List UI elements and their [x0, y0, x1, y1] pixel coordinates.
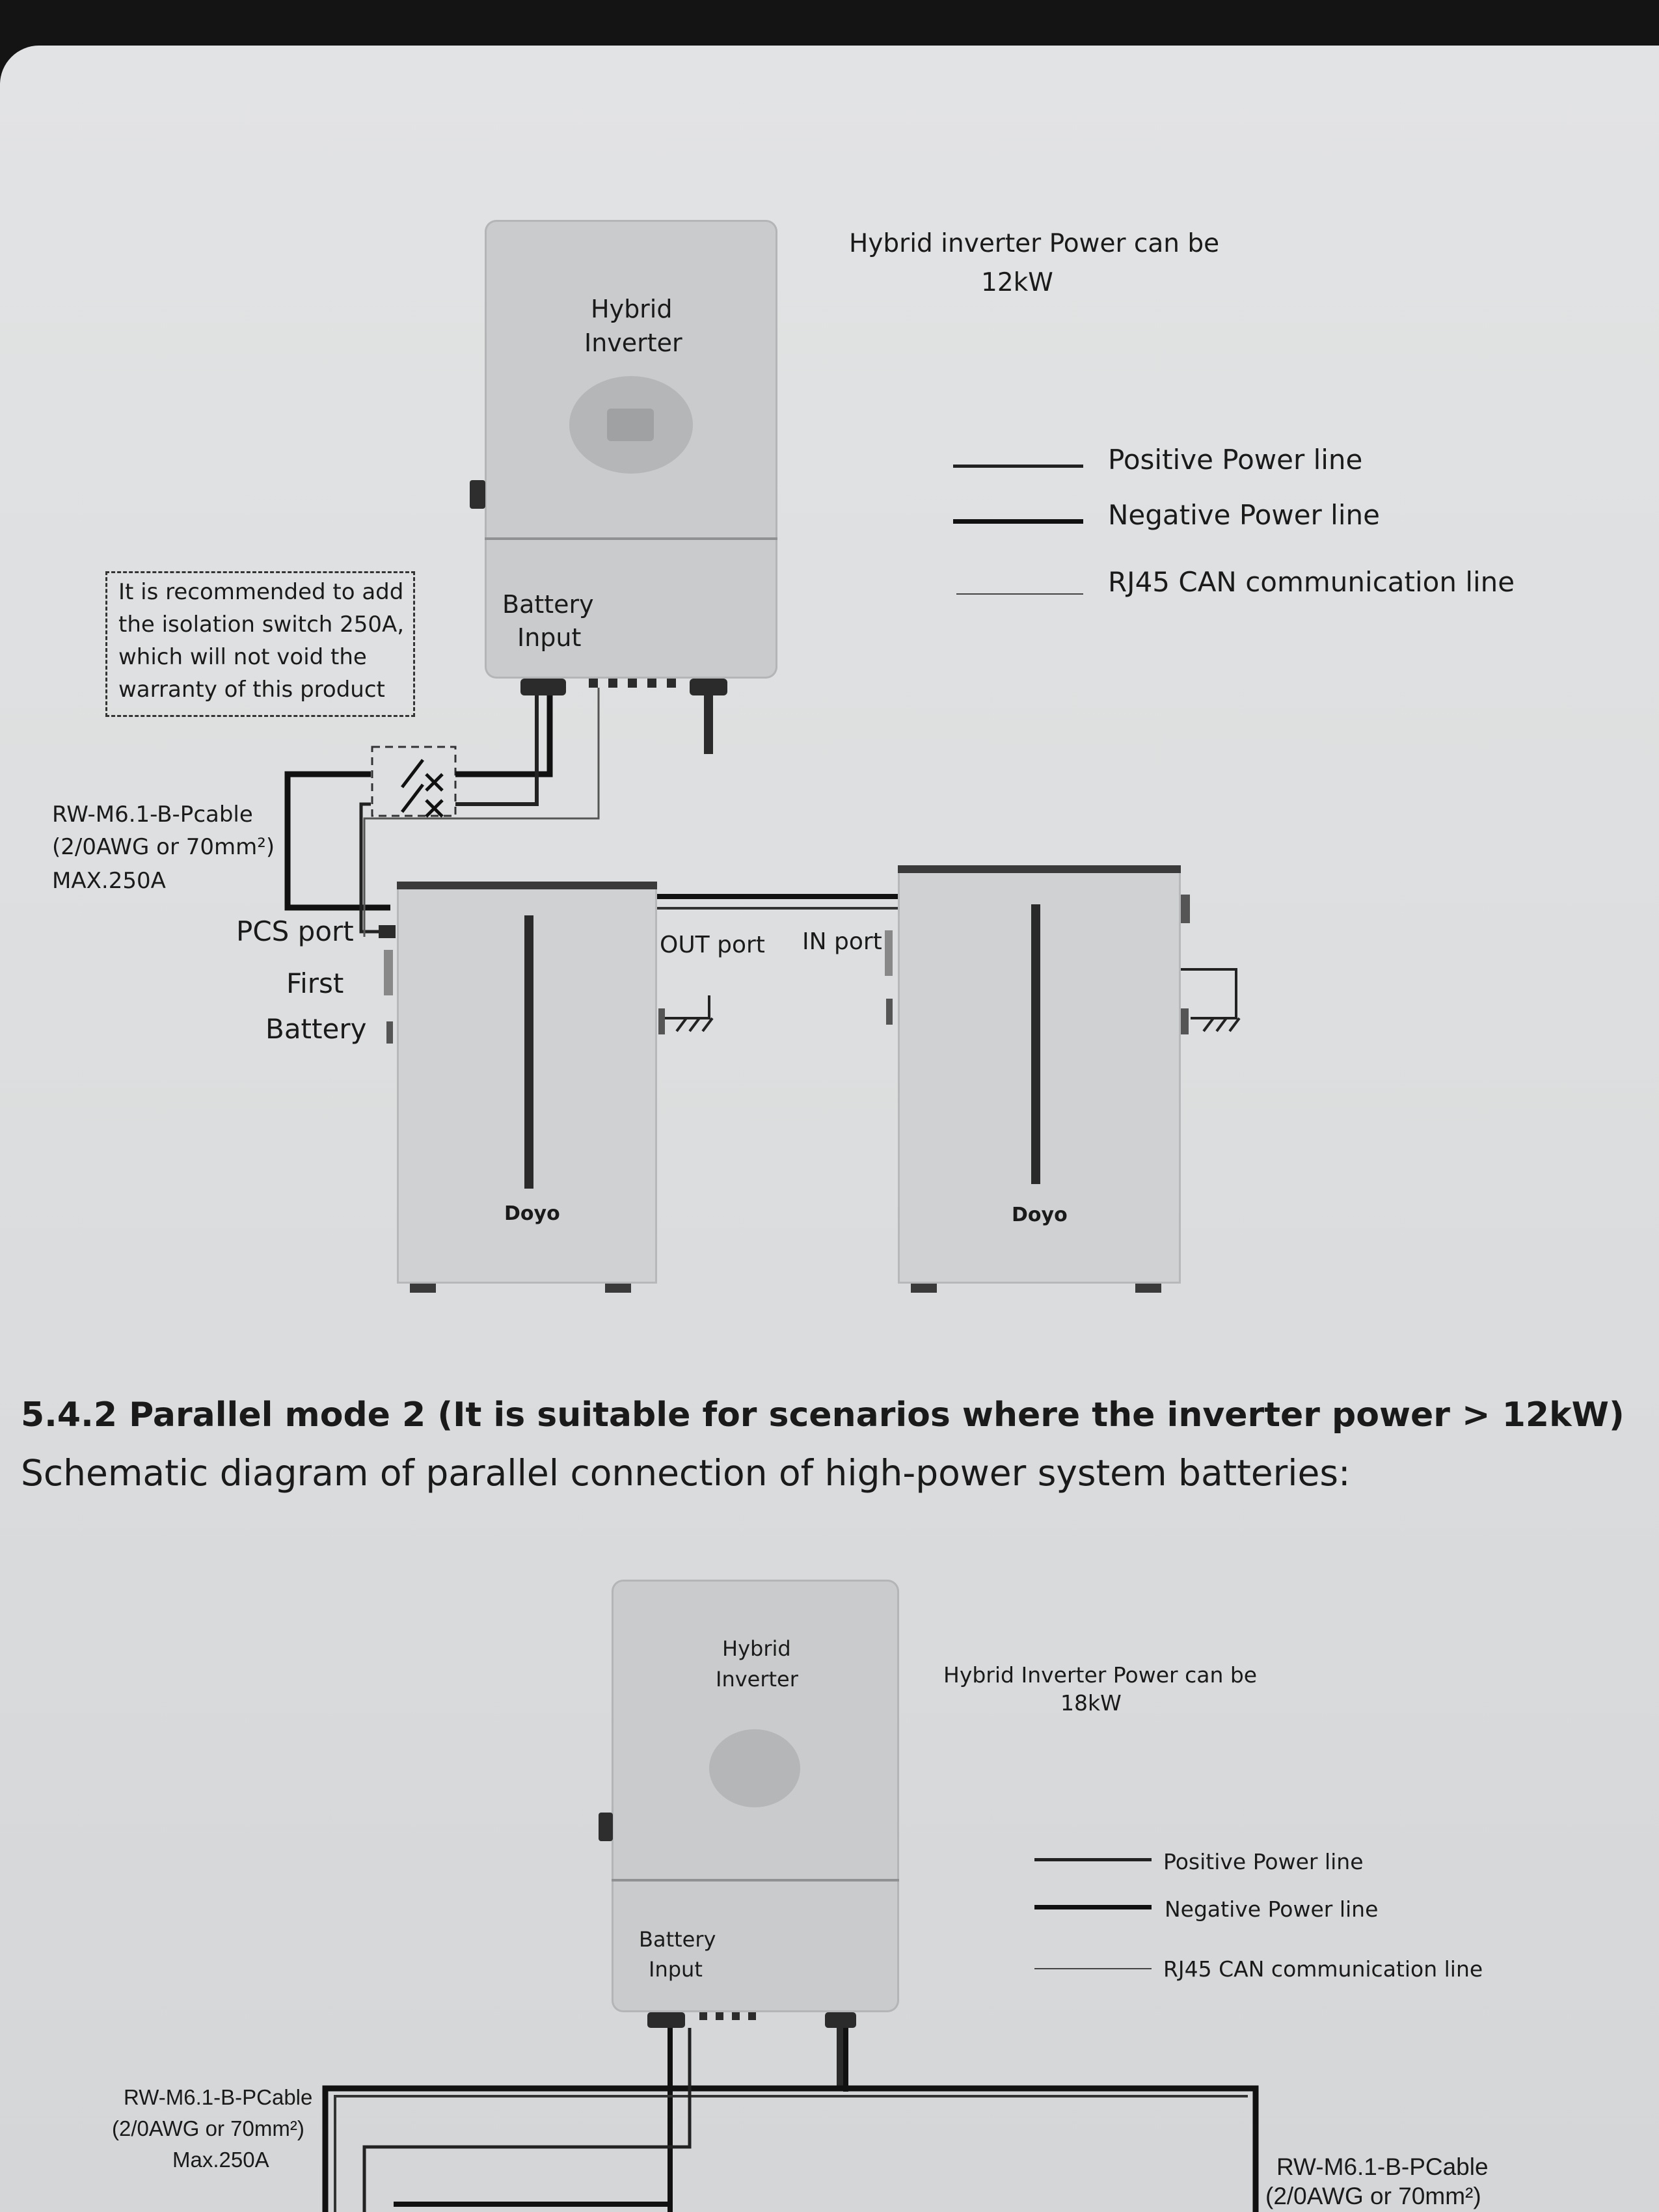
note-line4: warranty of this product [118, 677, 385, 703]
legend-negative-label: Negative Power line [1108, 499, 1380, 531]
cable-spec-line3: MAX.250A [52, 868, 166, 894]
power-note-line2: 12kW [981, 268, 1053, 297]
cable2-left-line2: (2/0AWG or 70mm²) [112, 2116, 304, 2140]
note-line3: which will not void the [118, 644, 367, 670]
out-port-label: OUT port [660, 932, 765, 958]
cable2-left-line1: RW-M6.1-B-PCable [124, 2085, 313, 2109]
inverter-2-battery-input-line2: Input [649, 1957, 703, 1982]
power-note-2-line1: Hybrid Inverter Power can be [943, 1662, 1258, 1688]
inverter-title-line2: Inverter [584, 329, 682, 357]
inverter-2-battery-input-line1: Battery [639, 1927, 716, 1952]
first-label: First [286, 967, 344, 999]
power-note-2-line2: 18kW [1060, 1690, 1122, 1716]
inverter-2-title-line1: Hybrid [722, 1636, 791, 1661]
pcs-port-label: PCS port [236, 915, 354, 947]
section-heading: 5.4.2 Parallel mode 2 (It is suitable for scenarios where the inverter power > 12kW) [21, 1396, 1625, 1435]
power-note-line1: Hybrid inverter Power can be [849, 229, 1220, 258]
in-port-label: IN port [802, 928, 882, 955]
battery-input-label-line2: Input [517, 623, 582, 652]
cable-spec-line1: RW-M6.1-B-Pcable [52, 802, 253, 828]
battery-input-label-line1: Battery [502, 590, 594, 619]
inverter-2-title-line2: Inverter [716, 1667, 798, 1692]
first-battery-brand-logo: Doyo [504, 1202, 560, 1225]
cable2-left-line3: Max.250A [172, 2148, 269, 2172]
battery-label: Battery [265, 1013, 367, 1045]
cable-spec-line2: (2/0AWG or 70mm²) [52, 834, 275, 860]
note-line2: the isolation switch 250A, [118, 612, 405, 638]
cable2-right-line1: RW-M6.1-B-PCable [1276, 2153, 1489, 2180]
legend2-positive-label: Positive Power line [1163, 1849, 1364, 1874]
legend-positive-label: Positive Power line [1108, 444, 1363, 476]
inverter-title-line1: Hybrid [591, 295, 673, 323]
note-line1: It is recommended to add [118, 579, 404, 605]
legend-can-label: RJ45 CAN communication line [1108, 566, 1515, 598]
legend2-negative-label: Negative Power line [1165, 1896, 1379, 1922]
cable2-right-line2: (2/0AWG or 70mm²) [1265, 2183, 1481, 2209]
second-battery-brand-logo: Doyo [1012, 1204, 1068, 1226]
section-subheading: Schematic diagram of parallel connection of high-power system batteries: [21, 1452, 1351, 1494]
legend2-can-label: RJ45 CAN communication line [1163, 1956, 1483, 1982]
